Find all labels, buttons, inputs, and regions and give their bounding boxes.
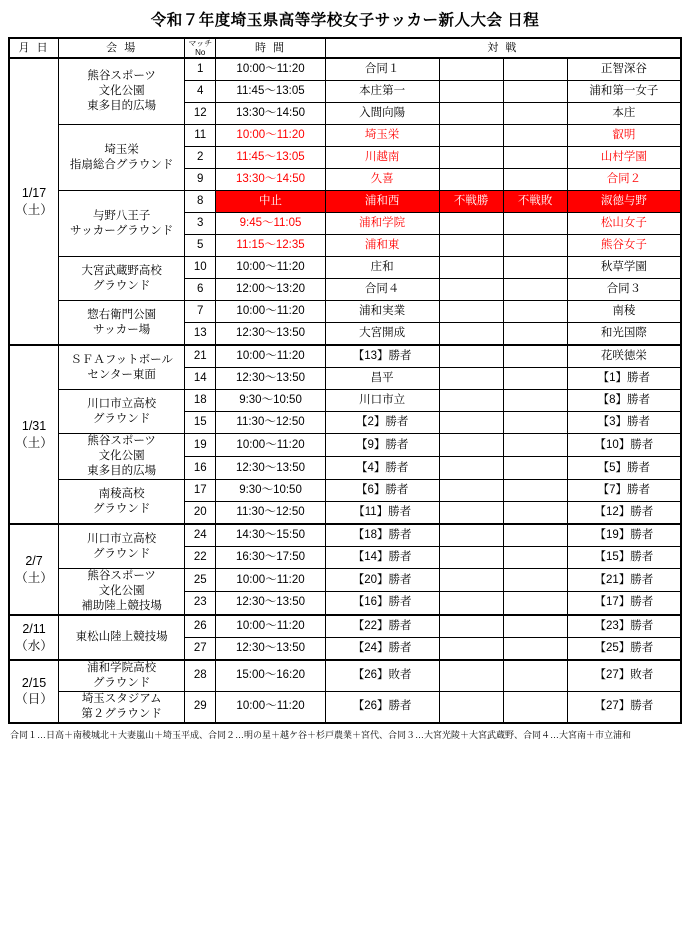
- result-b-cell: [503, 691, 567, 722]
- time-cell: 13:30～14:50: [216, 169, 326, 191]
- team-b-cell: 本庄: [567, 103, 681, 125]
- time-cell: 16:30～17:50: [216, 547, 326, 569]
- match-no-cell: 9: [185, 169, 216, 191]
- result-a-cell: [439, 103, 503, 125]
- time-cell: 12:30～13:50: [216, 457, 326, 480]
- result-a-cell: [439, 524, 503, 547]
- venue-cell: 与野八王子 サッカーグラウンド: [59, 191, 185, 257]
- time-cell: 11:15～12:35: [216, 235, 326, 257]
- time-cell: 10:00～11:20: [216, 434, 326, 457]
- team-a-cell: 浦和実業: [325, 301, 439, 323]
- table-row: [9, 615, 681, 638]
- match-no-cell: 10: [185, 257, 216, 279]
- table-row: [9, 390, 681, 412]
- result-a-cell: [439, 412, 503, 434]
- team-a-cell: 浦和学院: [325, 213, 439, 235]
- match-no-cell: 1: [185, 58, 216, 81]
- table-row: [9, 257, 681, 279]
- team-a-cell: 【24】勝者: [325, 638, 439, 661]
- result-a-cell: [439, 125, 503, 147]
- team-b-cell: 【27】敗者: [567, 660, 681, 691]
- match-no-cell: 24: [185, 524, 216, 547]
- match-no-cell: 21: [185, 345, 216, 368]
- result-a-cell: [439, 368, 503, 390]
- time-cell: 12:00～13:20: [216, 279, 326, 301]
- result-a-cell: [439, 592, 503, 615]
- team-b-cell: 淑徳与野: [567, 191, 681, 213]
- result-a-cell: [439, 434, 503, 457]
- match-no-cell: 11: [185, 125, 216, 147]
- time-cell: 9:30～10:50: [216, 390, 326, 412]
- header-date: 月 日: [9, 38, 59, 58]
- result-a-cell: [439, 235, 503, 257]
- match-no-cell: 18: [185, 390, 216, 412]
- team-a-cell: 【26】敗者: [325, 660, 439, 691]
- team-b-cell: 【19】勝者: [567, 524, 681, 547]
- match-no-cell: 19: [185, 434, 216, 457]
- date-cell: 2/15 （日）: [9, 660, 59, 723]
- result-a-cell: [439, 345, 503, 368]
- team-b-cell: 【10】勝者: [567, 434, 681, 457]
- result-b-cell: [503, 547, 567, 569]
- team-b-cell: 和光国際: [567, 323, 681, 346]
- team-b-cell: 【3】勝者: [567, 412, 681, 434]
- venue-cell: 熊谷スポーツ 文化公園 補助陸上競技場: [59, 569, 185, 615]
- venue-cell: 埼玉栄 指扇総合グラウンド: [59, 125, 185, 191]
- venue-cell: 川口市立高校 グラウンド: [59, 524, 185, 569]
- team-a-cell: 合同１: [325, 58, 439, 81]
- team-a-cell: 川口市立: [325, 390, 439, 412]
- result-a-cell: [439, 147, 503, 169]
- match-no-cell: 15: [185, 412, 216, 434]
- venue-cell: 熊谷スポーツ 文化公園 東多目的広場: [59, 58, 185, 125]
- result-b-cell: [503, 434, 567, 457]
- team-b-cell: 【25】勝者: [567, 638, 681, 661]
- team-b-cell: 【27】勝者: [567, 691, 681, 722]
- time-cell: 中止: [216, 191, 326, 213]
- team-a-cell: 【6】勝者: [325, 480, 439, 502]
- date-cell: 1/17 （土）: [9, 58, 59, 345]
- table-row: [9, 569, 681, 592]
- result-a-cell: [439, 480, 503, 502]
- result-a-cell: [439, 257, 503, 279]
- team-a-cell: 本庄第一: [325, 81, 439, 103]
- date-cell: 2/7 （土）: [9, 524, 59, 615]
- header-matchup: 対 戦: [325, 38, 681, 58]
- team-a-cell: 【9】勝者: [325, 434, 439, 457]
- time-cell: 12:30～13:50: [216, 323, 326, 346]
- team-a-cell: 埼玉栄: [325, 125, 439, 147]
- team-b-cell: 【17】勝者: [567, 592, 681, 615]
- team-a-cell: 【4】勝者: [325, 457, 439, 480]
- time-cell: 10:00～11:20: [216, 301, 326, 323]
- table-row: [9, 58, 681, 81]
- result-a-cell: [439, 390, 503, 412]
- result-b-cell: [503, 125, 567, 147]
- team-b-cell: 松山女子: [567, 213, 681, 235]
- time-cell: 10:00～11:20: [216, 569, 326, 592]
- schedule-table: [8, 37, 682, 724]
- team-b-cell: 叡明: [567, 125, 681, 147]
- match-no-cell: 4: [185, 81, 216, 103]
- team-b-cell: 【21】勝者: [567, 569, 681, 592]
- match-no-cell: 27: [185, 638, 216, 661]
- result-b-cell: [503, 390, 567, 412]
- time-cell: 10:00～11:20: [216, 615, 326, 638]
- result-a-cell: [439, 615, 503, 638]
- header-match-no: マッチNo: [185, 38, 216, 58]
- team-a-cell: 浦和東: [325, 235, 439, 257]
- result-b-cell: [503, 592, 567, 615]
- result-b-cell: [503, 323, 567, 346]
- result-a-cell: [439, 58, 503, 81]
- time-cell: 15:00～16:20: [216, 660, 326, 691]
- table-row: [9, 125, 681, 147]
- team-a-cell: 【26】勝者: [325, 691, 439, 722]
- result-a-cell: [439, 638, 503, 661]
- team-b-cell: 【7】勝者: [567, 480, 681, 502]
- result-a-cell: [439, 213, 503, 235]
- venue-cell: 埼玉スタジアム 第２グラウンド: [59, 691, 185, 722]
- result-a-cell: [439, 502, 503, 525]
- team-a-cell: 【20】勝者: [325, 569, 439, 592]
- result-a-cell: [439, 547, 503, 569]
- venue-cell: 南稜高校 グラウンド: [59, 480, 185, 525]
- result-b-cell: [503, 638, 567, 661]
- time-cell: 13:30～14:50: [216, 103, 326, 125]
- team-a-cell: 庄和: [325, 257, 439, 279]
- result-b-cell: [503, 257, 567, 279]
- match-no-cell: 2: [185, 147, 216, 169]
- time-cell: 12:30～13:50: [216, 638, 326, 661]
- team-a-cell: 昌平: [325, 368, 439, 390]
- match-no-cell: 13: [185, 323, 216, 346]
- team-a-cell: 【13】勝者: [325, 345, 439, 368]
- team-b-cell: 合同３: [567, 279, 681, 301]
- result-a-cell: [439, 457, 503, 480]
- match-no-cell: 12: [185, 103, 216, 125]
- team-a-cell: 【2】勝者: [325, 412, 439, 434]
- table-row: [9, 345, 681, 368]
- match-no-cell: 29: [185, 691, 216, 722]
- venue-cell: 東松山陸上競技場: [59, 615, 185, 660]
- team-b-cell: 【1】勝者: [567, 368, 681, 390]
- match-no-cell: 7: [185, 301, 216, 323]
- match-no-cell: 8: [185, 191, 216, 213]
- match-no-cell: 3: [185, 213, 216, 235]
- match-no-cell: 20: [185, 502, 216, 525]
- team-a-cell: 【18】勝者: [325, 524, 439, 547]
- team-a-cell: 大宮開成: [325, 323, 439, 346]
- venue-cell: 川口市立高校 グラウンド: [59, 390, 185, 434]
- team-a-cell: 入間向陽: [325, 103, 439, 125]
- result-b-cell: [503, 279, 567, 301]
- team-b-cell: 【15】勝者: [567, 547, 681, 569]
- team-b-cell: 熊谷女子: [567, 235, 681, 257]
- time-cell: 14:30～15:50: [216, 524, 326, 547]
- match-no-cell: 22: [185, 547, 216, 569]
- match-no-cell: 14: [185, 368, 216, 390]
- time-cell: 12:30～13:50: [216, 368, 326, 390]
- time-cell: 11:45～13:05: [216, 81, 326, 103]
- result-b-cell: [503, 169, 567, 191]
- result-a-cell: [439, 323, 503, 346]
- result-a-cell: [439, 569, 503, 592]
- match-no-cell: 17: [185, 480, 216, 502]
- time-cell: 9:30～10:50: [216, 480, 326, 502]
- team-a-cell: 合同４: [325, 279, 439, 301]
- table-row: [9, 524, 681, 547]
- header-time: 時 間: [216, 38, 326, 58]
- time-cell: 11:30～12:50: [216, 412, 326, 434]
- result-b-cell: [503, 524, 567, 547]
- result-a-cell: [439, 691, 503, 722]
- result-b-cell: [503, 615, 567, 638]
- result-b-cell: [503, 660, 567, 691]
- result-b-cell: [503, 345, 567, 368]
- team-b-cell: 浦和第一女子: [567, 81, 681, 103]
- result-b-cell: [503, 480, 567, 502]
- result-b-cell: [503, 103, 567, 125]
- result-a-cell: [439, 660, 503, 691]
- venue-cell: 惣右衛門公園 サッカー場: [59, 301, 185, 346]
- match-no-cell: 16: [185, 457, 216, 480]
- team-b-cell: 南稜: [567, 301, 681, 323]
- result-b-cell: [503, 58, 567, 81]
- time-cell: 11:45～13:05: [216, 147, 326, 169]
- result-a-cell: [439, 169, 503, 191]
- result-a-cell: [439, 81, 503, 103]
- time-cell: 12:30～13:50: [216, 592, 326, 615]
- table-row: [9, 301, 681, 323]
- result-b-cell: [503, 457, 567, 480]
- team-a-cell: 浦和西: [325, 191, 439, 213]
- result-a-cell: 不戦勝: [439, 191, 503, 213]
- team-b-cell: 合同２: [567, 169, 681, 191]
- time-cell: 10:00～11:20: [216, 125, 326, 147]
- match-no-cell: 25: [185, 569, 216, 592]
- team-b-cell: 花咲徳栄: [567, 345, 681, 368]
- date-cell: 2/11 （水）: [9, 615, 59, 660]
- match-no-cell: 28: [185, 660, 216, 691]
- venue-cell: 浦和学院高校 グラウンド: [59, 660, 185, 691]
- result-b-cell: [503, 301, 567, 323]
- venue-cell: 大宮武蔵野高校 グラウンド: [59, 257, 185, 301]
- result-a-cell: [439, 279, 503, 301]
- team-a-cell: 【14】勝者: [325, 547, 439, 569]
- result-b-cell: [503, 569, 567, 592]
- table-row: [9, 191, 681, 213]
- team-a-cell: 【22】勝者: [325, 615, 439, 638]
- team-b-cell: 山村学園: [567, 147, 681, 169]
- table-row: [9, 434, 681, 457]
- result-b-cell: [503, 502, 567, 525]
- time-cell: 9:45～11:05: [216, 213, 326, 235]
- match-no-cell: 5: [185, 235, 216, 257]
- result-b-cell: [503, 235, 567, 257]
- team-b-cell: 正智深谷: [567, 58, 681, 81]
- match-no-cell: 26: [185, 615, 216, 638]
- time-cell: 10:00～11:20: [216, 257, 326, 279]
- result-b-cell: 不戦敗: [503, 191, 567, 213]
- time-cell: 10:00～11:20: [216, 345, 326, 368]
- table-row: [9, 480, 681, 502]
- team-a-cell: 川越南: [325, 147, 439, 169]
- table-header-row: [9, 38, 681, 58]
- venue-cell: ＳＦＡフットボール センター東面: [59, 345, 185, 390]
- header-venue: 会 場: [59, 38, 185, 58]
- footnote: 合同１…日高＋南稜城北＋大妻嵐山＋埼玉平成、合同２…明の星＋越ケ谷＋杉戸農業＋宮代、合同３…大宮光陵＋大宮武蔵野、合同４…大宮南＋市立浦和: [10, 729, 632, 740]
- time-cell: 11:30～12:50: [216, 502, 326, 525]
- date-cell: 1/31 （土）: [9, 345, 59, 524]
- team-b-cell: 秋草学園: [567, 257, 681, 279]
- match-no-cell: 23: [185, 592, 216, 615]
- team-b-cell: 【8】勝者: [567, 390, 681, 412]
- result-b-cell: [503, 368, 567, 390]
- page-title: 令和７年度埼玉県高等学校女子サッカー新人大会 日程: [150, 12, 540, 29]
- result-a-cell: [439, 301, 503, 323]
- time-cell: 10:00～11:20: [216, 58, 326, 81]
- result-b-cell: [503, 81, 567, 103]
- match-no-cell: 6: [185, 279, 216, 301]
- venue-cell: 熊谷スポーツ 文化公園 東多目的広場: [59, 434, 185, 480]
- result-b-cell: [503, 412, 567, 434]
- table-body: [9, 58, 681, 722]
- table-row: [9, 660, 681, 691]
- time-cell: 10:00～11:20: [216, 691, 326, 722]
- result-b-cell: [503, 213, 567, 235]
- team-b-cell: 【5】勝者: [567, 457, 681, 480]
- team-b-cell: 【12】勝者: [567, 502, 681, 525]
- team-b-cell: 【23】勝者: [567, 615, 681, 638]
- table-row: [9, 691, 681, 722]
- team-a-cell: 【11】勝者: [325, 502, 439, 525]
- team-a-cell: 【16】勝者: [325, 592, 439, 615]
- team-a-cell: 久喜: [325, 169, 439, 191]
- result-b-cell: [503, 147, 567, 169]
